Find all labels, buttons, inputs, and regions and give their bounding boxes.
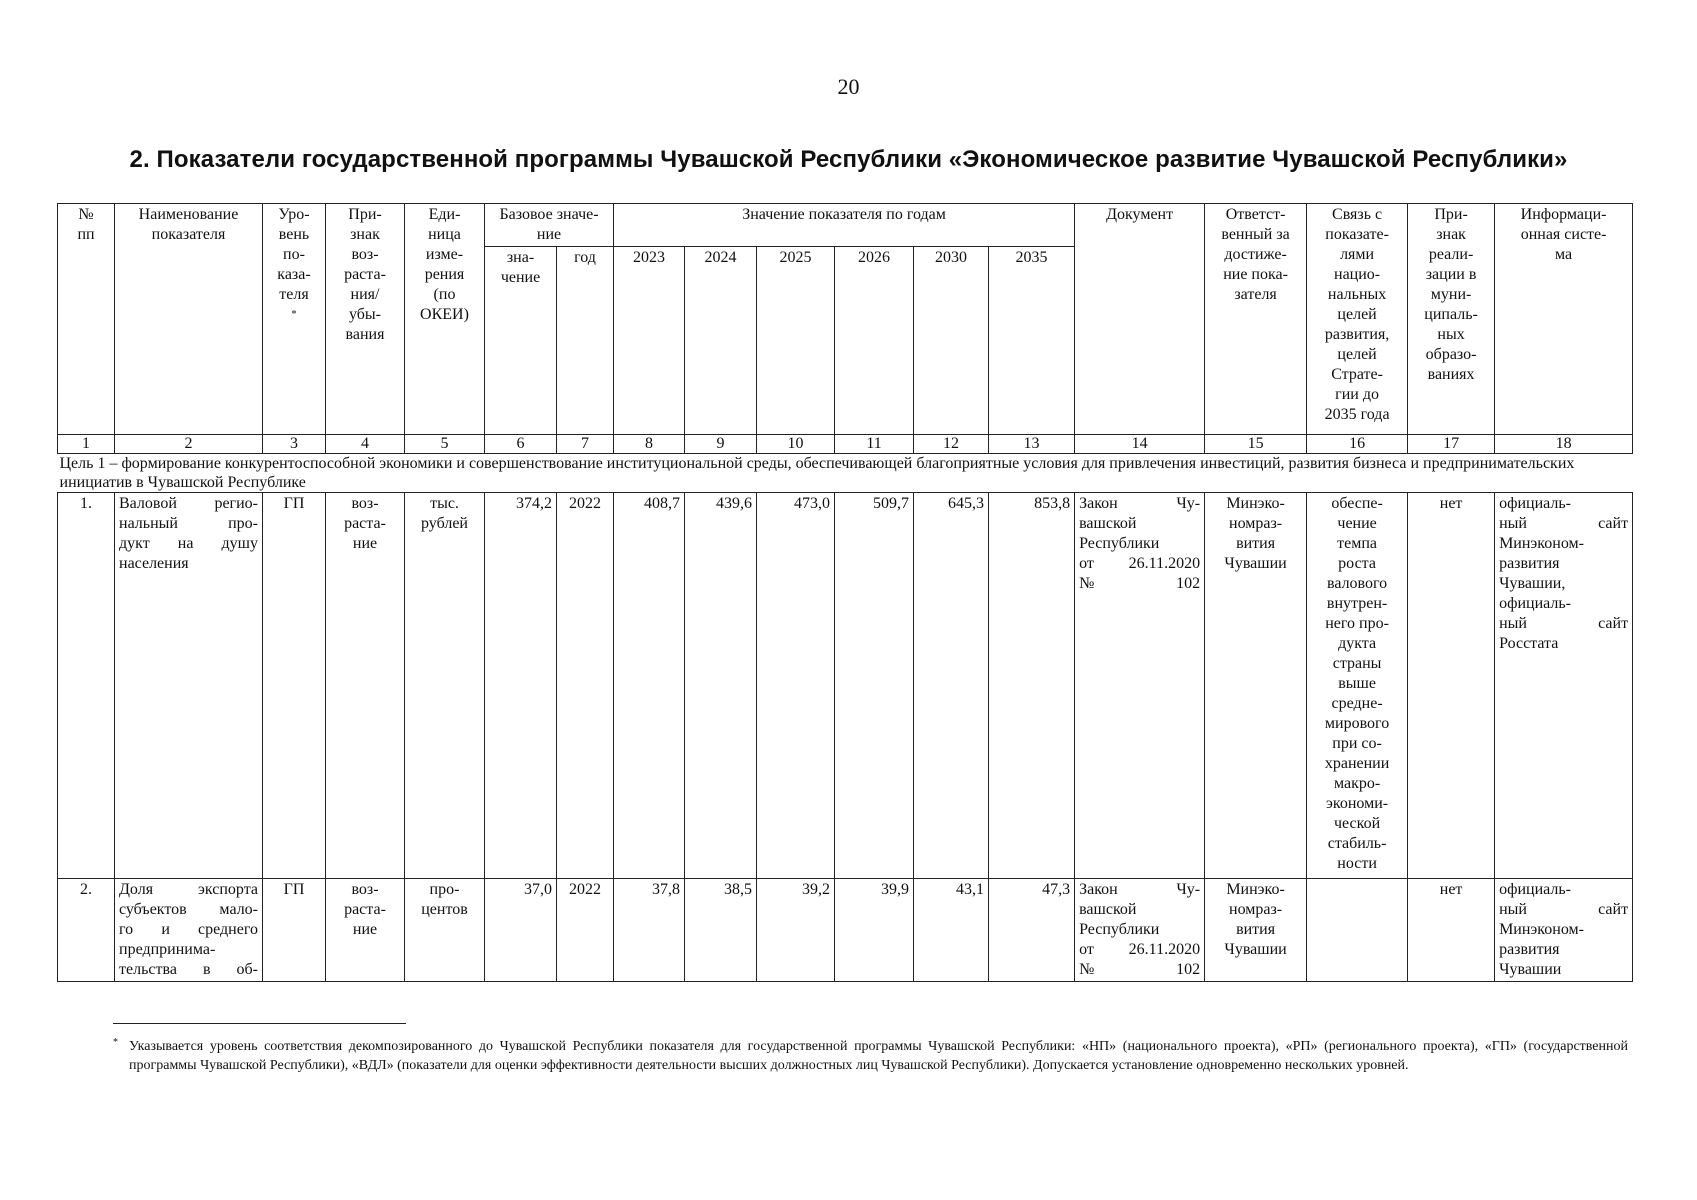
cell-line: Наименование bbox=[138, 206, 239, 223]
responsible bbox=[1205, 493, 1307, 879]
base-value: 374,2 bbox=[485, 493, 557, 879]
cell-line: вития bbox=[1236, 535, 1276, 552]
column-number: 11 bbox=[835, 435, 914, 454]
cell-line: Росстата bbox=[1499, 635, 1559, 652]
cell-line: го и среднего bbox=[119, 921, 258, 938]
cell-line: воз- bbox=[351, 881, 379, 898]
column-number: 10 bbox=[757, 435, 835, 454]
municipal-sign: нет bbox=[1408, 493, 1495, 879]
column-number: 15 bbox=[1205, 435, 1307, 454]
cell-line: Республики bbox=[1079, 535, 1160, 552]
cell-line: раста- bbox=[344, 901, 386, 918]
unit bbox=[405, 879, 485, 982]
cell-line: субъектов мало- bbox=[119, 901, 258, 918]
column-number: 4 bbox=[326, 435, 405, 454]
footnote-text: Указывается уровень соответствия декомпозированного до Чувашской Республики показателя для государственной программы Чувашской Республики: «НП» (национального проекта), «РП» (регионального проекта), «ГП» (государственной программы Чувашской Республики), «ВДЛ» (показатели для оценки эффективности деятельности высших должностных лиц Чувашской Республики). Допускается установление одновременно нескольких уровней. bbox=[129, 1039, 1628, 1073]
cell-line: номраз- bbox=[1229, 515, 1283, 532]
cell-line: венный за bbox=[1221, 226, 1290, 243]
value-2026: 39,9 bbox=[835, 879, 914, 982]
cell-line: чение bbox=[1337, 515, 1377, 532]
cell-line: развития, bbox=[1324, 326, 1390, 343]
indicator-name bbox=[115, 879, 263, 982]
header-municipal-sign bbox=[1408, 204, 1495, 435]
base-value: 37,0 bbox=[485, 879, 557, 982]
cell-line: центов bbox=[421, 901, 468, 918]
cell-line: ница bbox=[428, 226, 461, 243]
header-year: 2023 bbox=[614, 247, 685, 435]
cell-line: вень bbox=[278, 226, 310, 243]
cell-line: ния/ bbox=[350, 286, 380, 303]
value-2030: 645,3 bbox=[914, 493, 989, 879]
cell-line: нальный про- bbox=[119, 515, 258, 532]
cell-line: ности bbox=[1337, 855, 1377, 872]
info-system bbox=[1495, 493, 1633, 879]
value-2025: 473,0 bbox=[757, 493, 835, 879]
cell-line: показателя bbox=[151, 226, 226, 243]
unit bbox=[405, 493, 485, 879]
cell-line: Ответст- bbox=[1225, 206, 1286, 223]
cell-line: Доля экспорта bbox=[119, 881, 258, 898]
header-growth-sign bbox=[326, 204, 405, 435]
cell-line: знак bbox=[1436, 226, 1466, 243]
cell-line: Связь с bbox=[1332, 206, 1383, 223]
cell-line: Информаци- bbox=[1520, 206, 1607, 223]
cell-line: Минэко- bbox=[1226, 881, 1285, 898]
cell-line: рублей bbox=[421, 515, 468, 532]
cell-line: темпа bbox=[1337, 535, 1378, 552]
cell-line: Минэконом- bbox=[1499, 921, 1584, 938]
cell-line: экономи- bbox=[1326, 795, 1389, 812]
cell-line: Валовой регио- bbox=[119, 495, 258, 512]
header-unit bbox=[405, 204, 485, 435]
cell-line: тельства в об- bbox=[119, 961, 258, 978]
cell-line: 2035 года bbox=[1324, 406, 1390, 423]
cell-line: убы- bbox=[348, 306, 381, 323]
value-2035: 47,3 bbox=[989, 879, 1075, 982]
cell-line: вашской bbox=[1079, 515, 1137, 532]
cell-line: Еди- bbox=[428, 206, 461, 223]
base-year: 2022 bbox=[557, 879, 614, 982]
cell-line: ципаль- bbox=[1424, 306, 1478, 323]
cell-line: лями bbox=[1340, 246, 1375, 263]
column-number: 16 bbox=[1307, 435, 1408, 454]
indicator-level: ГП bbox=[263, 879, 326, 982]
cell-line: зна- bbox=[506, 249, 535, 266]
cell-line: выше bbox=[1338, 675, 1376, 692]
cell-line: населения bbox=[119, 555, 189, 572]
cell-line: образо- bbox=[1425, 346, 1477, 363]
cell-line: вития bbox=[1236, 921, 1276, 938]
cell-line: зации в bbox=[1425, 266, 1477, 283]
column-number: 2 bbox=[115, 435, 263, 454]
cell-line: развития bbox=[1499, 941, 1560, 958]
cell-line: официаль- bbox=[1499, 495, 1571, 512]
cell-line: Чувашии bbox=[1499, 961, 1562, 978]
cell-line: валового bbox=[1326, 575, 1388, 592]
info-system bbox=[1495, 879, 1633, 982]
indicator-name bbox=[115, 493, 263, 879]
cell-line: Республики bbox=[1079, 921, 1160, 938]
value-2024: 439,6 bbox=[685, 493, 757, 879]
cell-line: тыс. bbox=[430, 495, 459, 512]
cell-line: воз- bbox=[351, 246, 379, 263]
indicator-level: ГП bbox=[263, 493, 326, 879]
footnote-mark: * bbox=[113, 1037, 118, 1048]
cell-line: ОКЕИ) bbox=[420, 306, 469, 323]
cell-line: ный сайт bbox=[1499, 515, 1629, 532]
cell-line: № bbox=[78, 206, 94, 223]
cell-line: развития bbox=[1499, 555, 1560, 572]
cell-line: каза- bbox=[277, 266, 311, 283]
cell-line: Чувашии, bbox=[1499, 575, 1566, 592]
cell-line: Минэконом- bbox=[1499, 535, 1584, 552]
cell-line: ных bbox=[1437, 326, 1465, 343]
cell-line: Закон Чу- bbox=[1079, 495, 1201, 512]
cell-line: муни- bbox=[1430, 286, 1472, 303]
cell-line: теля bbox=[279, 286, 309, 303]
header-document: Документ bbox=[1075, 204, 1205, 435]
cell-line: официаль- bbox=[1499, 595, 1571, 612]
cell-line: Базовое значе- bbox=[499, 206, 599, 223]
value-2026: 509,7 bbox=[835, 493, 914, 879]
header-number bbox=[58, 204, 115, 435]
header-year: 2035 bbox=[989, 247, 1075, 435]
column-number: 8 bbox=[614, 435, 685, 454]
cell-line: от 26.11.2020 bbox=[1079, 941, 1201, 958]
value-2023: 37,8 bbox=[614, 879, 685, 982]
cell-line: показате- bbox=[1325, 226, 1389, 243]
value-2024: 38,5 bbox=[685, 879, 757, 982]
cell-line: Чувашии bbox=[1224, 941, 1287, 958]
cell-line: ваниях bbox=[1427, 366, 1475, 383]
cell-line: достиже- bbox=[1224, 246, 1287, 263]
cell-line: внутрен- bbox=[1326, 595, 1388, 612]
growth-sign bbox=[326, 493, 405, 879]
column-number: 9 bbox=[685, 435, 757, 454]
responsible bbox=[1205, 879, 1307, 982]
cell-line: ние bbox=[536, 226, 562, 243]
cell-line: дукта bbox=[1338, 635, 1377, 652]
cell-line: гии до bbox=[1335, 386, 1379, 403]
column-number: 1 bbox=[58, 435, 115, 454]
footnote bbox=[113, 1037, 1628, 1075]
cell-line: реали- bbox=[1428, 246, 1474, 263]
cell-line: предпринима- bbox=[119, 941, 216, 958]
header-base-value bbox=[485, 204, 614, 247]
cell-line: воз- bbox=[351, 495, 379, 512]
cell-line: знак bbox=[350, 226, 380, 243]
cell-line: него про- bbox=[1325, 615, 1389, 632]
cell-line: Закон Чу- bbox=[1079, 881, 1201, 898]
header-base-value-value bbox=[485, 247, 557, 435]
header-indicator-level: Уро- вень по- каза- теля * bbox=[263, 204, 326, 435]
cell-line: нацио- bbox=[1334, 266, 1381, 283]
cell-line: № 102 bbox=[1079, 961, 1201, 978]
column-number: 12 bbox=[914, 435, 989, 454]
cell-line: раста- bbox=[344, 515, 386, 532]
cell-line: При- bbox=[1434, 206, 1468, 223]
column-number: 6 bbox=[485, 435, 557, 454]
cell-line: страны bbox=[1332, 655, 1382, 672]
goal-row bbox=[58, 454, 1633, 493]
cell-line: целей bbox=[1337, 346, 1377, 363]
cell-line: раста- bbox=[344, 266, 386, 283]
cell-line: зателя bbox=[1234, 286, 1277, 303]
cell-line: пп bbox=[77, 226, 95, 243]
column-number: 7 bbox=[557, 435, 614, 454]
indicators-table bbox=[57, 203, 1633, 982]
cell-line: при со- bbox=[1332, 735, 1382, 752]
header-year: 2026 bbox=[835, 247, 914, 435]
cell-line: При- bbox=[348, 206, 382, 223]
table-row bbox=[58, 879, 1633, 982]
document bbox=[1075, 879, 1205, 982]
value-2030: 43,1 bbox=[914, 879, 989, 982]
column-numbers-row bbox=[58, 435, 1633, 454]
column-number: 17 bbox=[1408, 435, 1495, 454]
document bbox=[1075, 493, 1205, 879]
value-2025: 39,2 bbox=[757, 879, 835, 982]
cell-line: чение bbox=[500, 269, 541, 286]
column-number: 3 bbox=[263, 435, 326, 454]
national-goals-link bbox=[1307, 493, 1408, 879]
row-number: 1. bbox=[58, 493, 115, 879]
cell-line: № 102 bbox=[1079, 575, 1201, 592]
document-title: 2. Показатели государственной программы Чувашской Республики «Экономическое развитие Чувашской Республики» bbox=[129, 146, 1568, 173]
header-base-value-year: год bbox=[557, 247, 614, 435]
cell-line: ние bbox=[352, 921, 378, 938]
column-number: 14 bbox=[1075, 435, 1205, 454]
cell-line: мирового bbox=[1324, 715, 1390, 732]
cell-line: Минэко- bbox=[1226, 495, 1285, 512]
column-number: 18 bbox=[1495, 435, 1633, 454]
cell-line: целей bbox=[1337, 306, 1377, 323]
page-number: 20 bbox=[837, 74, 860, 99]
cell-line: изме- bbox=[425, 246, 464, 263]
header-year: 2024 bbox=[685, 247, 757, 435]
row-number: 2. bbox=[58, 879, 115, 982]
cell-line: дукт на душу bbox=[119, 535, 258, 552]
header-year: 2030 bbox=[914, 247, 989, 435]
cell-line: средне- bbox=[1331, 695, 1383, 712]
cell-line: роста bbox=[1338, 555, 1376, 572]
header-year: 2025 bbox=[757, 247, 835, 435]
value-2035: 853,8 bbox=[989, 493, 1075, 879]
cell-line: стабиль- bbox=[1327, 835, 1387, 852]
cell-line: Чувашии bbox=[1224, 555, 1287, 572]
cell-line: онная систе- bbox=[1520, 226, 1607, 243]
cell-line: ный сайт bbox=[1499, 901, 1629, 918]
cell-line: Страте- bbox=[1331, 366, 1383, 383]
municipal-sign: нет bbox=[1408, 879, 1495, 982]
cell-line: (по bbox=[433, 286, 456, 303]
header-info-system bbox=[1495, 204, 1633, 435]
cell-line: нальных bbox=[1327, 286, 1387, 303]
cell-line: ние bbox=[352, 535, 378, 552]
header-indicator-name bbox=[115, 204, 263, 435]
national-goals-link bbox=[1307, 879, 1408, 982]
cell-line: вашской bbox=[1079, 901, 1137, 918]
cell-line: ческой bbox=[1333, 815, 1381, 832]
cell-line: обеспе- bbox=[1331, 495, 1383, 512]
cell-line: рения bbox=[424, 266, 465, 283]
cell-line: про- bbox=[429, 881, 460, 898]
cell-line: от 26.11.2020 bbox=[1079, 555, 1201, 572]
column-number: 13 bbox=[989, 435, 1075, 454]
header-national-goals-link bbox=[1307, 204, 1408, 435]
cell-line: по- bbox=[283, 246, 305, 263]
cell-line: номраз- bbox=[1229, 901, 1283, 918]
cell-line: ный сайт bbox=[1499, 615, 1629, 632]
column-number: 5 bbox=[405, 435, 485, 454]
header-responsible bbox=[1205, 204, 1307, 435]
cell-line: макро- bbox=[1333, 775, 1381, 792]
cell-line: вания bbox=[345, 326, 385, 343]
cell-line: хранении bbox=[1324, 755, 1390, 772]
goal-text: Цель 1 – формирование конкурентоспособной экономики и совершенствование институциональной среды, обеспечивающей благоприятные условия для привлечения инвестиций, развития бизнеса и предпринимательских инициатив в Чувашской Республике bbox=[58, 454, 1633, 493]
base-year: 2022 bbox=[557, 493, 614, 879]
cell-line: ние пока- bbox=[1223, 266, 1288, 283]
cell-line: Уро- bbox=[278, 206, 310, 223]
cell-line: официаль- bbox=[1499, 881, 1571, 898]
value-2023: 408,7 bbox=[614, 493, 685, 879]
growth-sign bbox=[326, 879, 405, 982]
cell-line: ма bbox=[1555, 246, 1573, 263]
header-years-group: Значение показателя по годам bbox=[614, 204, 1075, 247]
footnote-divider bbox=[113, 1023, 406, 1024]
table-row bbox=[58, 493, 1633, 879]
